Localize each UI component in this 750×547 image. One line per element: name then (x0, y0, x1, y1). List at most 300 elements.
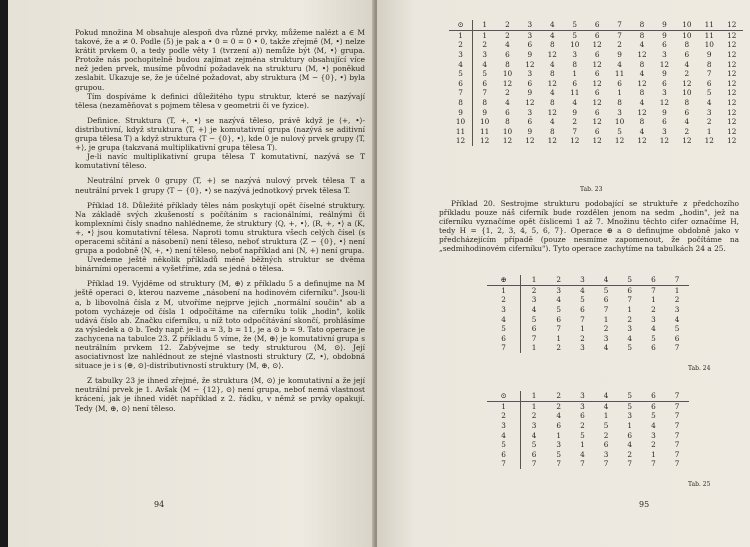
table-cell: 4 (639, 40, 645, 50)
table-cell: 10 (614, 117, 625, 127)
table-cell: 12 (682, 78, 692, 88)
table-cell: 5 (627, 401, 633, 411)
table-cell: 2 (674, 295, 680, 305)
table-cell: 1 (556, 430, 562, 440)
table-cell: 5 (580, 295, 585, 305)
table-caption: Tab. 24 (688, 365, 711, 372)
table-row-header: 4 (487, 430, 521, 440)
table-header-cell: 3 (571, 275, 595, 285)
table-cell: 10 (502, 126, 513, 136)
table-cell: 7 (482, 88, 488, 98)
table-cell: 6 (627, 430, 633, 440)
table-row (487, 450, 689, 460)
table-cell: 2 (531, 285, 537, 295)
table-cell: 4 (706, 98, 712, 108)
table-cell: 3 (580, 343, 585, 353)
table-row (449, 30, 743, 40)
table-cell: 7 (674, 440, 680, 450)
table-row-header: 1 (449, 30, 473, 40)
table-cell: 7 (674, 343, 680, 353)
table-cell: 12 (727, 88, 737, 98)
paragraph: Neutrální prvek 0 grupy ⟨T, +⟩ se nazývá nulový prvek tělesa T a neutrální prvek 1 grupy ⟨T − {0}, •⟩ se nazývá jednotkový prvek tělesa T. (75, 176, 365, 195)
table-header-cell: 10 (676, 20, 698, 30)
table-cell: 3 (527, 30, 533, 40)
table-cell: 8 (505, 59, 510, 69)
table-23 (449, 20, 743, 146)
table-row-header: 10 (449, 117, 473, 127)
table-cell: 7 (617, 30, 622, 40)
page-number: 94 (154, 500, 165, 509)
table-cell: 8 (549, 40, 555, 50)
table-cell: 3 (531, 421, 537, 431)
table-cell: 8 (639, 117, 645, 127)
table-cell: 4 (627, 333, 633, 343)
table-header-cell: 8 (631, 20, 653, 30)
table-cell: 7 (674, 449, 680, 459)
table-row-header: 6 (449, 79, 473, 89)
table-cell: 1 (572, 69, 578, 79)
table-cell: 4 (556, 411, 562, 421)
table-row (449, 88, 743, 98)
table-cell: 2 (706, 117, 712, 127)
table-cell: 12 (727, 98, 737, 108)
table-cell: 6 (651, 343, 656, 353)
table-cell: 4 (603, 343, 609, 353)
table-cell: 4 (617, 59, 622, 69)
table-cell: 5 (603, 285, 609, 295)
table-cell: 4 (505, 40, 510, 50)
table-header-cell: 3 (571, 391, 595, 401)
table-cell: 6 (594, 50, 600, 60)
table-cell: 4 (639, 126, 645, 136)
table-header-cell: 5 (618, 275, 642, 285)
table-header-cell: 1 (473, 20, 497, 30)
table-cell: 4 (531, 430, 537, 440)
table-cell: 12 (592, 40, 602, 50)
table-row-header: 7 (487, 343, 521, 353)
table-header-cell: 2 (547, 275, 571, 285)
table-cell: 4 (684, 117, 690, 127)
left-text (75, 28, 365, 413)
right-text (439, 199, 739, 254)
table-cell: 8 (505, 117, 510, 127)
table-header-cell: 4 (594, 275, 618, 285)
table-cell: 3 (627, 411, 633, 421)
left-page (8, 0, 375, 547)
table-row (449, 79, 743, 89)
table-cell: 4 (549, 117, 555, 127)
table-cell: 12 (727, 78, 737, 88)
table-cell: 1 (531, 343, 537, 353)
table-row-header: 2 (487, 411, 521, 421)
table-cell: 3 (617, 107, 622, 117)
table-cell: 5 (580, 430, 585, 440)
table-cell: 6 (531, 449, 537, 459)
table-row-header: 4 (487, 314, 521, 324)
table-cell: 12 (592, 98, 602, 108)
table-cell: 3 (651, 314, 656, 324)
table-header-cell: 7 (665, 275, 689, 285)
table-cell: 8 (572, 59, 578, 69)
table-cell: 8 (639, 59, 645, 69)
table-cell: 4 (549, 30, 555, 40)
table-cell: 6 (531, 324, 537, 334)
table-cell: 4 (505, 98, 510, 108)
table-row (449, 107, 743, 117)
table-cell: 12 (727, 69, 737, 79)
example-19: Příklad 19. Vyjděme od struktury ⟨M, ⊕⟩ z příkladu 5 a definujme na M ještě operaci ⊙, kterou nazveme „násobení na hodinovém ciferníku". Jsou-li a, b libovolná čísla z M, utvoříme nejprve jejich „normální součin" ab a potom vycházeje od čísla 1 odpočítáme na ciferníku tolik „hodin", kolik udává číslo ab. Značku ciferníku, u níž toto odpočítávání skončí, prohlásíme za výsledek a ⊙ b. Tedy např. je-li a = 3, b = 11, je a ⊙ b = 9. Tato operace je zachycena na tabulce 23. Z příkladu 5 víme, že ⟨M, ⊕⟩ je komutativní grupa s neutrálním prvkem 12. Zabývejme se tedy strukturou ⟨M, ⊙⟩. Její asociativnost lze nahlédnout ze stejné vlastnosti struktury ⟨Z, •⟩, obdobná situace je i s ⟨⊕, ⊙⟩-distributivností struktury ⟨M, ⊕, ⊙⟩. (75, 279, 365, 371)
table-cell: 5 (603, 421, 609, 431)
table-cell: 6 (556, 421, 562, 431)
table-row (487, 459, 689, 469)
table-cell: 12 (570, 136, 580, 146)
table-cell: 7 (674, 401, 680, 411)
table-row (449, 50, 743, 60)
table-cell: 7 (531, 459, 537, 469)
table-cell: 5 (674, 324, 680, 334)
table-cell: 8 (639, 88, 645, 98)
table-cell: 12 (637, 107, 647, 117)
table-header-row (449, 20, 743, 30)
table-cell: 12 (704, 136, 714, 146)
table-cell: 12 (547, 107, 557, 117)
table-cell: 7 (580, 459, 585, 469)
table-cell: 4 (603, 401, 609, 411)
table-cell: 12 (659, 98, 670, 108)
table-cell: 2 (651, 440, 656, 450)
table-cell: 6 (594, 126, 600, 136)
table-cell: 5 (572, 30, 578, 40)
paragraph: Z tabulky 23 je ihned zřejmé, že struktura ⟨M, ⊙⟩ je komutativní a že její neutrální prvek je 1. Avšak ⟨M − {12}, ⊙⟩ není grupa, neboť nemá vlastnost krácení, jak je ihned vidět například z 2. řádku, v němž se prvky opakují. Tedy ⟨M, ⊕, ⊙⟩ není těleso. (75, 376, 365, 413)
table-row (449, 69, 743, 79)
paragraph: Pokud množina M obsahuje alespoň dva různé prvky, můžeme nalézt a ∈ M takové, že a ≠ 0. Podle (5) je pak a • 0 = 0 = 0 • 0, takže zřejmě ⟨M, •⟩ nelze krátit prvkem 0, a tedy podle věty 1 (tvrzení a)) nemůže být ⟨M, •⟩ grupa. Protože nás pochopitelně budou zajímat zejména struktury obsahující více než jeden prvek, musíme původní požadavek na strukturu ⟨M, •⟩ poněkud zeslabit. Ukazuje se, že je účelné požadovat, aby struktura ⟨M − {0}, •⟩ byla grupou. (75, 28, 365, 92)
table-cell: 2 (627, 314, 633, 324)
table-cell: 1 (706, 126, 712, 136)
table-cell: 3 (706, 107, 712, 117)
table-cell: 6 (706, 78, 712, 88)
table-cell: 1 (651, 295, 656, 305)
table-cell: 3 (662, 126, 667, 136)
table-cell: 12 (727, 117, 737, 127)
table-cell: 7 (674, 430, 680, 440)
table-cell: 3 (674, 305, 680, 315)
table-header-cell: 3 (519, 20, 541, 30)
table-cell: 10 (682, 88, 692, 98)
table-header-cell: 5 (564, 20, 586, 30)
table-cell: 12 (525, 136, 535, 146)
table-caption: Tab. 23 (580, 186, 603, 193)
table-cell: 6 (482, 78, 488, 88)
table-cell: 1 (603, 314, 609, 324)
table-cell: 6 (505, 50, 510, 60)
table-cell: 11 (480, 126, 490, 136)
table-cell: 8 (706, 59, 712, 69)
table-cell: 4 (580, 285, 585, 295)
table-cell: 6 (527, 40, 533, 50)
table-row (487, 324, 689, 334)
table-row-header: 3 (487, 421, 521, 431)
table-row-header: 4 (449, 59, 473, 69)
table-cell: 11 (570, 88, 580, 98)
table-cell: 12 (547, 136, 557, 146)
table-cell: 2 (684, 126, 690, 136)
table-row (487, 334, 689, 344)
table-cell: 7 (627, 459, 633, 469)
table-cell: 1 (580, 324, 585, 334)
table-cell: 9 (662, 30, 667, 40)
table-cell: 2 (627, 449, 633, 459)
table-cell: 5 (617, 126, 622, 136)
table-header-cell: 6 (586, 20, 608, 30)
table-row-header: 1 (487, 401, 521, 411)
table-cell: 12 (682, 136, 692, 146)
table-cell: 6 (527, 78, 533, 88)
table-cell: 2 (572, 117, 578, 127)
table-cell: 8 (482, 98, 488, 108)
table-header-cell: 2 (496, 20, 518, 30)
table-cell: 9 (527, 126, 533, 136)
table-cell: 6 (651, 401, 656, 411)
table-row-header: 7 (487, 459, 521, 469)
paragraph: Uvedeme ještě několik příkladů méně běžných struktur se dvěma binárními operacemi a vyšetříme, zda se jedná o tělesa. (75, 255, 365, 274)
table-row-header: 5 (449, 69, 473, 79)
table-cell: 2 (482, 40, 488, 50)
table-cell: 1 (580, 440, 585, 450)
table-cell: 3 (482, 50, 488, 60)
table-cell: 12 (727, 40, 737, 50)
page-number: 95 (639, 500, 650, 509)
table-row-header: 5 (487, 324, 521, 334)
table-row-header: 9 (449, 107, 473, 117)
table-cell: 6 (662, 117, 667, 127)
table-row-header: 12 (449, 136, 473, 146)
table-cell: 5 (627, 343, 633, 353)
table-cell: 12 (592, 59, 602, 69)
table-cell: 4 (651, 324, 656, 334)
table-cell: 12 (480, 136, 490, 146)
table-row-header: 8 (449, 98, 473, 108)
table-header-cell: 4 (594, 391, 618, 401)
table-row (449, 98, 743, 108)
table-cell: 7 (627, 295, 633, 305)
table-cell: 2 (617, 40, 622, 50)
table-cell: 12 (727, 136, 737, 146)
table-cell: 7 (651, 285, 656, 295)
table-cell: 10 (570, 40, 580, 50)
table-cell: 6 (617, 78, 622, 88)
table-cell: 8 (684, 40, 690, 50)
table-cell: 6 (594, 30, 600, 40)
table-header-cell: 9 (653, 20, 675, 30)
operation-symbol: ⊙ (449, 20, 473, 30)
table-cell: 4 (684, 59, 690, 69)
table-cell: 5 (556, 305, 562, 315)
table-row (487, 421, 689, 431)
table-row (487, 401, 689, 411)
table-cell: 9 (527, 88, 533, 98)
table-cell: 5 (556, 449, 562, 459)
table-cell: 6 (527, 117, 533, 127)
table-cell: 10 (682, 30, 692, 40)
table-cell: 3 (556, 440, 562, 450)
table-cell: 12 (727, 107, 737, 117)
table-cell: 1 (556, 333, 562, 343)
table-cell: 12 (637, 78, 647, 88)
table-cell: 2 (580, 333, 585, 343)
table-cell: 5 (531, 314, 537, 324)
table-header-cell: 11 (698, 20, 720, 30)
table-cell: 7 (674, 459, 680, 469)
table-cell: 2 (531, 411, 537, 421)
table-cell: 1 (482, 30, 488, 40)
table-row-header: 6 (487, 334, 521, 344)
table-cell: 4 (482, 59, 488, 69)
table-row (449, 136, 743, 146)
table-cell: 11 (704, 30, 714, 40)
table-cell: 3 (580, 401, 585, 411)
table-cell: 4 (549, 59, 555, 69)
table-cell: 8 (639, 30, 645, 40)
table-header-cell: 12 (720, 20, 743, 30)
table-cell: 1 (627, 305, 633, 315)
table-cell: 9 (706, 50, 712, 60)
table-row (449, 59, 743, 69)
operation-symbol: ⊕ (487, 275, 521, 285)
table-cell: 6 (594, 69, 600, 79)
table-cell: 6 (627, 285, 633, 295)
table-cell: 4 (580, 449, 585, 459)
table-cell: 5 (651, 333, 656, 343)
table-header-cell: 6 (642, 391, 666, 401)
table-cell: 7 (572, 126, 578, 136)
table-cell: 4 (549, 88, 555, 98)
table-cell: 12 (727, 50, 737, 60)
table-header-cell: 1 (521, 275, 547, 285)
table-cell: 7 (531, 333, 537, 343)
table-header-cell: 7 (608, 20, 630, 30)
table-cell: 6 (603, 295, 609, 305)
table-row (449, 40, 743, 50)
table-cell: 2 (651, 305, 656, 315)
table-row-header: 3 (449, 50, 473, 60)
table-row (487, 314, 689, 324)
table-row-header: 6 (487, 450, 521, 460)
table-cell: 12 (502, 136, 513, 146)
table-cell: 3 (572, 50, 578, 60)
table-row (449, 117, 743, 127)
table-cell: 11 (614, 69, 625, 79)
table-row (487, 343, 689, 353)
table-cell: 4 (627, 440, 633, 450)
table-cell: 2 (556, 401, 562, 411)
table-cell: 4 (531, 305, 537, 315)
table-header-cell: 5 (618, 391, 642, 401)
table-row-header: 5 (487, 440, 521, 450)
table-cell: 2 (603, 430, 609, 440)
table-cell: 3 (662, 50, 667, 60)
table-cell: 1 (617, 88, 622, 98)
table-cell: 4 (639, 98, 645, 108)
table-cell: 3 (662, 88, 667, 98)
table-cell: 1 (651, 449, 656, 459)
table-cell: 12 (614, 136, 625, 146)
table-25 (487, 391, 689, 469)
table-row (487, 305, 689, 315)
table-cell: 4 (556, 295, 562, 305)
table-cell: 6 (505, 107, 510, 117)
table-cell: 7 (580, 314, 585, 324)
table-cell: 4 (651, 421, 656, 431)
table-cell: 12 (525, 59, 535, 69)
example-20: Příklad 20. Sestrojme strukturu podobající se struktuře z předchozího příkladu pouze náš ciferník bude rozdělen jenom na sedm „hodin", jež na ciferníku vyznačíme opět číslicemi 1 až 7. Množinu těchto cifer označíme H, tedy H = {1, 2, 3, 4, 5, 6, 7}. Operace ⊕ a ⊙ definujme obdobně jako v předcházejícím případě (pouze nesmíme zapomenout, že počítáme na „sedmihodinovém ciferníku"). Tyto operace zachytíme na tabulkách 24 a 25. (439, 199, 739, 254)
table-cell: 6 (580, 305, 585, 315)
table-row (487, 430, 689, 440)
table-cell: 2 (580, 421, 585, 431)
table-row-header: 1 (487, 285, 521, 295)
table-cell: 7 (674, 421, 680, 431)
table-cell: 6 (556, 314, 562, 324)
table-24 (487, 275, 689, 353)
table-cell: 10 (502, 69, 513, 79)
table-cell: 12 (525, 98, 535, 108)
table-header-cell: 4 (541, 20, 563, 30)
table-cell: 5 (706, 88, 712, 98)
table-cell: 12 (592, 136, 602, 146)
table-header-cell: 2 (547, 391, 571, 401)
table-cell: 6 (662, 40, 667, 50)
table-cell: 6 (594, 88, 600, 98)
table-cell: 6 (594, 107, 600, 117)
table-cell: 9 (617, 50, 622, 60)
table-cell: 6 (572, 78, 578, 88)
table-cell: 9 (572, 107, 578, 117)
operation-symbol: ⊙ (487, 391, 521, 401)
table-header-row (487, 275, 689, 285)
table-cell: 7 (603, 305, 609, 315)
table-cell: 12 (727, 30, 737, 40)
table-cell: 2 (684, 69, 690, 79)
table-cell: 1 (531, 401, 537, 411)
table-row-header: 11 (449, 127, 473, 137)
table-cell: 6 (580, 411, 585, 421)
table-cell: 2 (603, 324, 609, 334)
table-cell: 9 (662, 107, 667, 117)
table-cell: 8 (549, 98, 555, 108)
table-cell: 6 (603, 440, 609, 450)
definition: Definice. Struktura ⟨T, +, •⟩ se nazývá těleso, právě když je ⟨+, •⟩-distributivní, když struktura ⟨T, +⟩ je komutativní grupa (nazývá se aditivní grupa tělesa T) a když struktura ⟨T − {0}, •⟩, kde 0 je nulový prvek grupy ⟨T, +⟩, je grupa (takzvaná multiplikativní grupa tělesa T). (75, 115, 365, 153)
table-cell: 12 (502, 78, 513, 88)
table-cell: 12 (547, 78, 557, 88)
table-header-cell: 6 (642, 275, 666, 285)
table-cell: 12 (637, 50, 647, 60)
table-cell: 7 (556, 324, 562, 334)
table-cell: 2 (505, 88, 510, 98)
table-cell: 7 (556, 459, 562, 469)
table-cell: 8 (617, 98, 622, 108)
table-row (487, 285, 689, 295)
table-cell: 3 (627, 324, 633, 334)
table-row-header: 2 (449, 40, 473, 50)
table-cell: 8 (684, 98, 690, 108)
table-cell: 6 (684, 107, 690, 117)
table-row-header: 7 (449, 88, 473, 98)
paragraph: Je-li navíc multiplikativní grupa tělesa T komutativní, nazývá se T komutativní těleso. (75, 152, 365, 171)
table-cell: 3 (527, 69, 533, 79)
table-cell: 5 (651, 411, 656, 421)
table-header-row (487, 391, 689, 401)
table-cell: 8 (549, 126, 555, 136)
right-page (377, 0, 750, 547)
